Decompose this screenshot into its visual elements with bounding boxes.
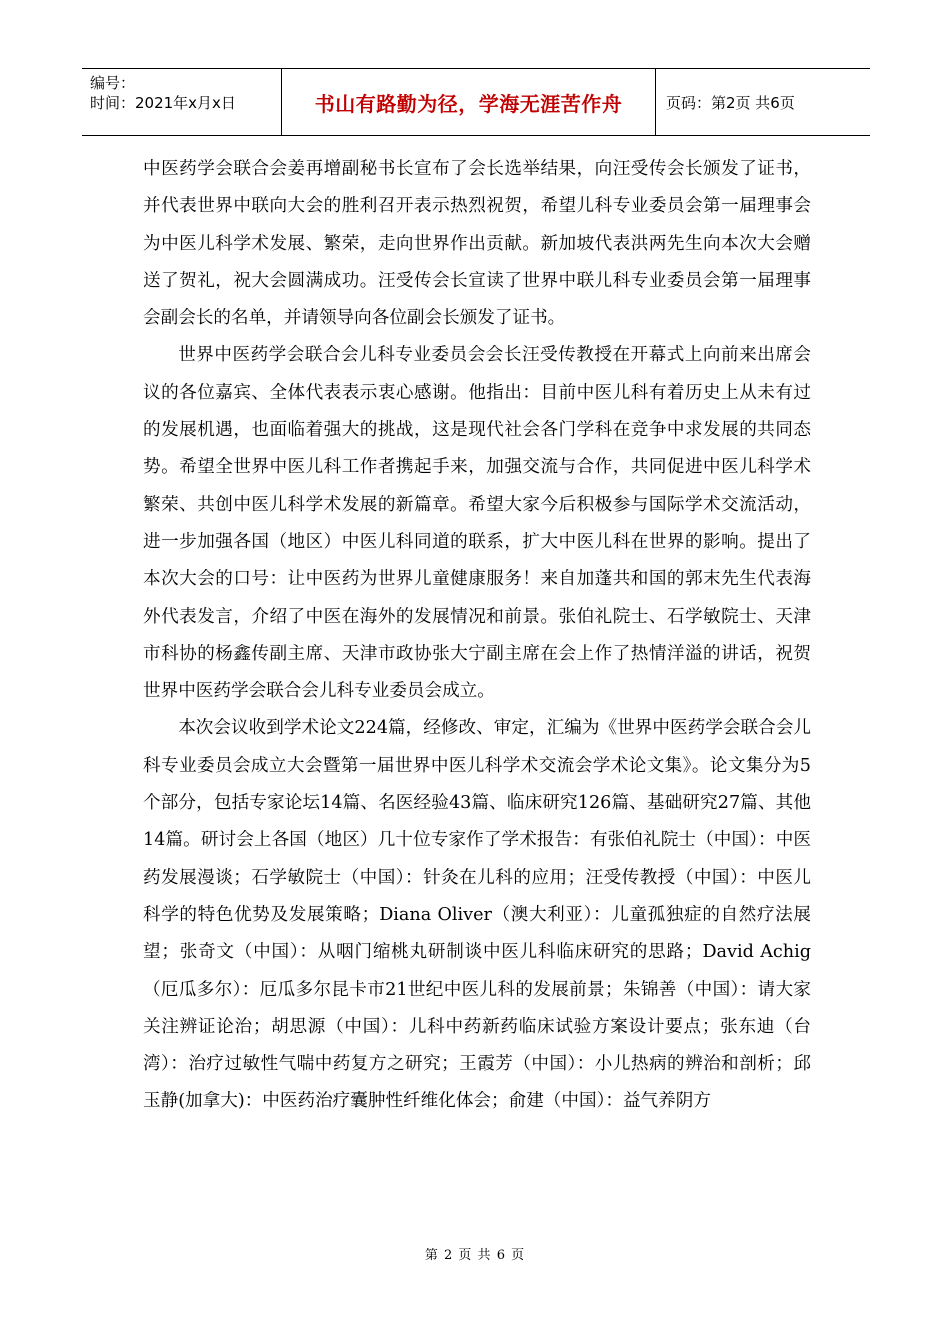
paragraph-1: 中医药学会联合会姜再增副秘书长宣布了会长选举结果，向汪受传会长颁发了证书，并代表世界中联向大会的胜利召开表示热烈祝贺，希望儿科专业委员会第一届理事会为中医儿科学术发展、繁荣，走向世界作出贡献。新加坡代表洪两先生向本次大会赠送了贺礼，祝大会圆满成功。汪受传会长宣读了世界中联儿科专业委员会第一届理事会副会长的名单，并请领导向各位副会长颁发了证书。 xyxy=(143,159,811,329)
page-header xyxy=(82,68,870,136)
header-motto: 书山有路勤为径，学海无涯苦作舟 xyxy=(282,69,656,135)
time-label: 时间：2021年x月x日 xyxy=(90,94,236,112)
code-label: 编号： xyxy=(90,74,136,92)
paragraph-2: 世界中医药学会联合会儿科专业委员会会长汪受传教授在开幕式上向前来出席会议的各位嘉宾、全体代表表示衷心感谢。他指出：目前中医儿科有着历史上从未有过的发展机遇，也面临着强大的挑战，这是现代社会各门学科在竞争中求发展的共同态势。希望全世界中医儿科工作者携起手来，加强交流与合作，共同促进中医儿科学术繁荣、共创中医儿科学术发展的新篇章。希望大家今后积极参与国际学术交流活动，进一步加强各国（地区）中医儿科同道的联系，扩大中医儿科在世界的影响。提出了本次大会的口号：让中医药为世界儿童健康服务！来自加蓬共和国的郭末先生代表海外代表发言，介绍了中医在海外的发展情况和前景。张伯礼院士、石学敏院士、天津市科协的杨鑫传副主席、天津市政协张大宁副主席在会上作了热情洋溢的讲话，祝贺世界中医药学会联合会儿科专业委员会成立。 xyxy=(143,345,811,702)
page-footer: 第 2 页 共 6 页 xyxy=(424,1248,526,1263)
paragraph-3: 本次会议收到学术论文224篇，经修改、审定，汇编为《世界中医药学会联合会儿科专业委员会成立大会暨第一届世界中医儿科学术交流会学术论文集》。论文集分为5个部分，包括专家论坛14篇、名医经验43篇、临床研究126篇、基础研究27篇、其他14篇。研讨会上各国（地区）几十位专家作了学术报告：有张伯礼院士（中国）：中医药发展漫谈；石学敏院士（中国）：针灸在儿科的应用；汪受传教授（中国）：中医儿科学的特色优势及发展策略；Diana Oliver（澳大利亚）：儿童孤独症的自然疗法展望；张奇文（中国）：从咽门缩桃丸研制谈中医儿科临床研究的思路；David Achig（厄瓜多尔）：厄瓜多尔昆卡市21世纪中医儿科的发展前景；朱锦善（中国）：请大家关注辨证论治；胡思源（中国）：儿科中药新药临床试验方案设计要点；张东迪（台湾）：治疗过敏性气喘中药复方之研究；王霞芳（中国）：小儿热病的辨治和剖析；邱玉静(加拿大)：中医药治疗囊肿性纤维化体会；俞建（中国）：益气养阴方 xyxy=(143,718,811,1112)
header-page-label: 页码：第2页 共6页 xyxy=(666,93,795,112)
header-meta-cell xyxy=(82,69,282,135)
document-body xyxy=(143,151,811,1121)
